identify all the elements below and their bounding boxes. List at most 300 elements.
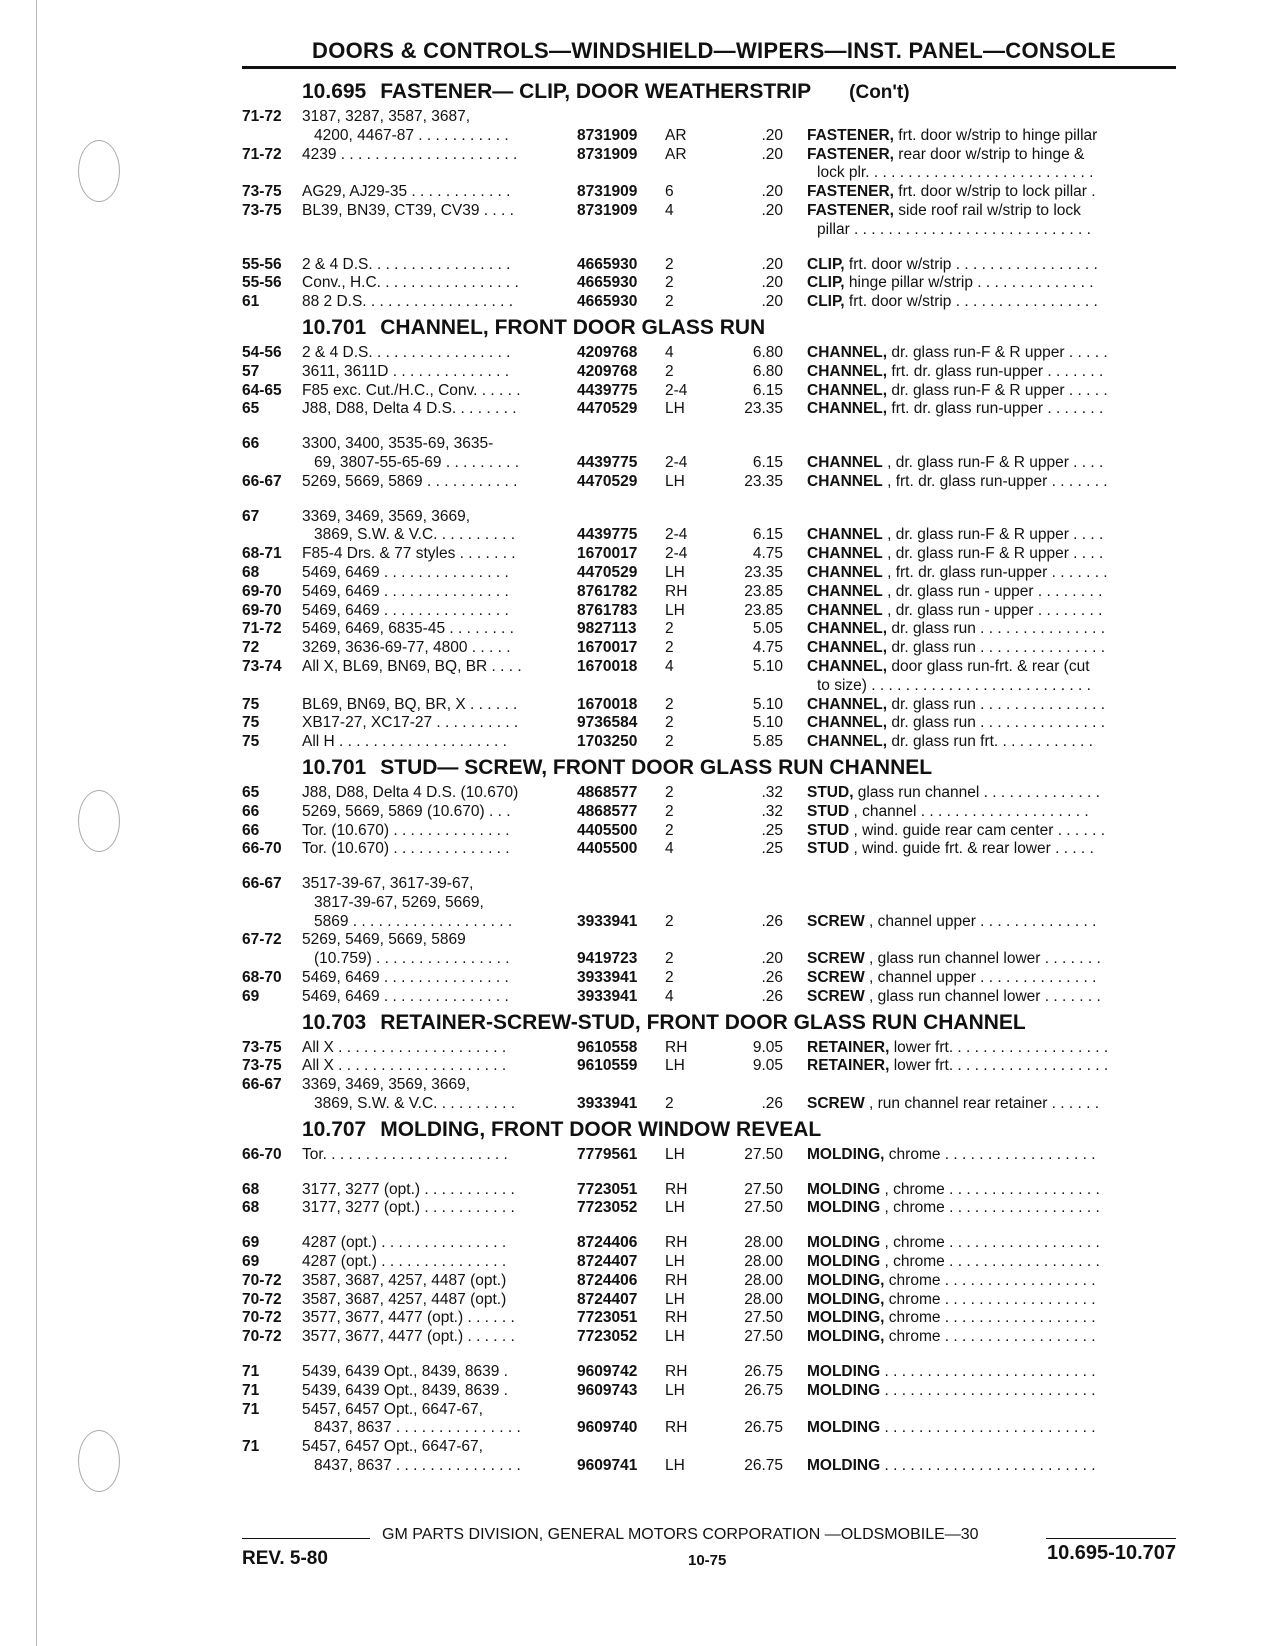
part-description	[807, 931, 1182, 950]
model-years: 71-72	[242, 620, 282, 638]
part-detail: , dr. glass run-F & R upper . . . .	[882, 453, 1104, 471]
parts-listing	[242, 76, 1182, 1476]
parts-row	[242, 583, 1182, 602]
part-number: 4209768	[577, 362, 638, 380]
model-applicability: (10.759) . . . . . . . . . . . . . . . .	[314, 950, 510, 968]
price	[715, 875, 807, 894]
part-number: 7723052	[577, 1199, 638, 1217]
model-years: 67	[242, 507, 260, 525]
quantity: 2-4	[665, 526, 688, 544]
part-description	[807, 950, 1182, 969]
model-years: 68	[242, 1180, 260, 1198]
part-name: MOLDING	[807, 1363, 881, 1381]
model-years: 65	[242, 400, 260, 418]
model-applicability: 3817-39-67, 5269, 5669,	[314, 893, 484, 911]
model-years: 65	[242, 783, 260, 801]
model-years	[242, 1095, 302, 1114]
model-applicability: F85-4 Drs. & 77 styles . . . . . . .	[302, 545, 516, 563]
part-number: 4665930	[577, 274, 638, 292]
part-name: MOLDING	[807, 1419, 881, 1437]
quantity: LH	[665, 472, 685, 490]
part-number: 7723051	[577, 1309, 638, 1327]
model-years	[242, 526, 302, 545]
price: .32	[761, 783, 783, 801]
part-name: MOLDING	[807, 1180, 881, 1198]
parts-row	[242, 564, 1182, 583]
price: 26.75	[744, 1363, 783, 1381]
price: .20	[761, 126, 783, 144]
parts-row	[242, 545, 1182, 564]
parts-row	[242, 1146, 1182, 1165]
part-description	[807, 400, 1182, 419]
section-number: 10.703	[302, 1010, 367, 1034]
quantity: 4	[665, 201, 674, 219]
part-name: FASTENER,	[807, 183, 894, 201]
section-heading	[242, 1007, 1182, 1039]
quantity: 2	[665, 783, 674, 801]
parts-row	[242, 526, 1182, 545]
part-detail: glass run channel . . . . . . . . . . . . . .	[853, 783, 1100, 801]
part-description	[807, 221, 1182, 240]
model-years: 75	[242, 695, 260, 713]
model-years: 75	[242, 714, 260, 732]
section-heading	[242, 1114, 1182, 1146]
part-number	[577, 677, 665, 696]
part-name: CHANNEL,	[807, 695, 888, 713]
part-description	[807, 658, 1182, 677]
quantity: RH	[665, 1419, 688, 1437]
quantity: RH	[665, 1038, 688, 1056]
part-detail: , chrome . . . . . . . . . . . . . . . . . .	[880, 1253, 1100, 1271]
section-title: FASTENER— CLIP, DOOR WEATHERSTRIP	[380, 80, 812, 103]
price: .26	[761, 969, 783, 987]
model-years	[242, 677, 302, 696]
part-name: CHANNEL	[807, 453, 883, 471]
part-number	[577, 108, 665, 127]
quantity: AR	[665, 126, 687, 144]
part-description	[807, 1401, 1182, 1420]
section-heading	[242, 76, 1182, 108]
model-applicability: 3869, S.W. & V.C. . . . . . . . . .	[314, 1095, 516, 1113]
model-years: 70-72	[242, 1290, 282, 1308]
model-applicability: 5469, 6469 . . . . . . . . . . . . . . .	[302, 582, 509, 600]
part-number: 1670018	[577, 695, 638, 713]
part-description	[807, 803, 1182, 822]
part-description	[807, 696, 1182, 715]
part-description	[807, 1234, 1182, 1253]
price: 6.80	[752, 343, 783, 361]
part-detail: , run channel rear retainer . . . . . .	[864, 1095, 1100, 1113]
part-description	[807, 508, 1182, 527]
part-description	[807, 1457, 1182, 1476]
part-name: SCREW	[807, 950, 865, 968]
model-years: 71-72	[242, 145, 282, 163]
model-years: 68-71	[242, 545, 282, 563]
model-applicability: All X . . . . . . . . . . . . . . . . . . . .	[302, 1038, 507, 1056]
price: 26.75	[744, 1457, 783, 1475]
part-name: CHANNEL,	[807, 620, 888, 638]
part-description	[807, 894, 1182, 913]
price	[715, 677, 807, 696]
model-applicability: Conv., H.C. . . . . . . . . . . . . . . . .	[302, 274, 519, 292]
part-detail: , channel upper . . . . . . . . . . . . . .	[864, 912, 1097, 930]
section-continued: (Con't)	[849, 82, 910, 103]
price: .26	[761, 1095, 783, 1113]
quantity: 2	[665, 714, 674, 732]
parts-row	[242, 969, 1182, 988]
price: 28.00	[744, 1271, 783, 1289]
model-years: 66	[242, 821, 260, 839]
part-description	[807, 363, 1182, 382]
model-years: 68	[242, 563, 260, 581]
price: .20	[761, 255, 783, 273]
price: .26	[761, 912, 783, 930]
part-number: 9609741	[577, 1457, 638, 1475]
price: 5.10	[752, 714, 783, 732]
part-number: 3933941	[577, 969, 638, 987]
model-applicability: 8437, 8637 . . . . . . . . . . . . . . .	[314, 1419, 521, 1437]
part-number: 4209768	[577, 343, 638, 361]
part-number: 3933941	[577, 912, 638, 930]
model-years: 73-75	[242, 1057, 282, 1075]
price: .32	[761, 802, 783, 820]
parts-row	[242, 183, 1182, 202]
part-detail: frt. door w/strip . . . . . . . . . . . . . . . . .	[844, 293, 1098, 311]
model-years: 69	[242, 987, 260, 1005]
part-name: FASTENER,	[807, 145, 894, 163]
parts-row	[242, 1095, 1182, 1114]
model-applicability: 5469, 6469 . . . . . . . . . . . . . . .	[302, 969, 509, 987]
price: 26.75	[744, 1419, 783, 1437]
part-description	[807, 473, 1182, 492]
model-years: 75	[242, 733, 260, 751]
part-detail: , chrome . . . . . . . . . . . . . . . . . .	[880, 1180, 1100, 1198]
price	[715, 1438, 807, 1457]
part-detail: , dr. glass run - upper . . . . . . . .	[882, 601, 1103, 619]
part-description	[807, 435, 1182, 454]
section-title: MOLDING, FRONT DOOR WINDOW REVEAL	[380, 1117, 822, 1141]
price: 27.50	[744, 1145, 783, 1163]
quantity: LH	[665, 1290, 685, 1308]
quantity: 2	[665, 1095, 674, 1113]
quantity: LH	[665, 1457, 685, 1475]
quantity: 4	[665, 840, 674, 858]
model-applicability: 5469, 6469 . . . . . . . . . . . . . . .	[302, 563, 509, 581]
model-applicability: 3177, 3277 (opt.) . . . . . . . . . . .	[302, 1199, 515, 1217]
part-number: 1670017	[577, 545, 638, 563]
part-description	[807, 1328, 1182, 1347]
price: 28.00	[744, 1234, 783, 1252]
price: 23.35	[744, 472, 783, 490]
part-name: STUD	[807, 821, 850, 839]
punch-hole-middle	[78, 790, 120, 852]
model-years: 55-56	[242, 274, 282, 292]
quantity: 2-4	[665, 453, 688, 471]
model-applicability: 3177, 3277 (opt.) . . . . . . . . . . .	[302, 1180, 515, 1198]
part-number	[577, 1401, 665, 1420]
part-detail: dr. glass run . . . . . . . . . . . . . . .	[887, 714, 1106, 732]
part-description	[807, 1146, 1182, 1165]
part-description	[807, 875, 1182, 894]
parts-row	[242, 256, 1182, 275]
part-description	[807, 256, 1182, 275]
model-applicability: 5269, 5669, 5869 (10.670) . . .	[302, 802, 511, 820]
parts-row	[242, 658, 1182, 677]
price: .20	[761, 145, 783, 163]
model-applicability: 4200, 4467-87 . . . . . . . . . . .	[314, 126, 509, 144]
quantity: RH	[665, 1180, 688, 1198]
part-name: MOLDING,	[807, 1271, 885, 1289]
part-detail: rear door w/strip to hinge &	[893, 145, 1085, 163]
part-description	[807, 733, 1182, 752]
row-spacer	[242, 1218, 1182, 1234]
quantity	[665, 508, 715, 527]
model-years: 66-70	[242, 1145, 282, 1163]
part-description	[807, 988, 1182, 1007]
part-description	[807, 840, 1182, 859]
price	[715, 1401, 807, 1420]
section-heading	[242, 312, 1182, 344]
row-spacer	[242, 1347, 1182, 1363]
quantity: RH	[665, 1309, 688, 1327]
part-description	[807, 127, 1182, 146]
model-applicability: 3187, 3287, 3587, 3687,	[302, 108, 471, 125]
part-number: 7779561	[577, 1145, 638, 1163]
footer-rule-right	[1046, 1538, 1176, 1539]
part-number: 4405500	[577, 821, 638, 839]
model-applicability: 4239 . . . . . . . . . . . . . . . . . . . . .	[302, 145, 518, 163]
part-number: 8731909	[577, 145, 638, 163]
price: 27.50	[744, 1180, 783, 1198]
quantity: 2	[665, 802, 674, 820]
quantity: 2	[665, 255, 674, 273]
row-spacer	[242, 1165, 1182, 1181]
part-detail: chrome . . . . . . . . . . . . . . . . . .	[884, 1290, 1096, 1308]
parts-row	[242, 454, 1182, 473]
price: 5.10	[752, 695, 783, 713]
part-description	[807, 526, 1182, 545]
part-detail: to size) . . . . . . . . . . . . . . . . . . . . . . . . . .	[817, 676, 1091, 694]
model-years: 57	[242, 362, 260, 380]
model-years: 73-74	[242, 657, 282, 675]
part-name: CHANNEL,	[807, 657, 888, 675]
part-number: 3933941	[577, 1095, 638, 1113]
part-name: CHANNEL,	[807, 639, 888, 657]
part-detail: frt. door w/strip to lock pillar .	[893, 183, 1096, 201]
part-description	[807, 969, 1182, 988]
part-name: STUD	[807, 802, 850, 820]
parts-row	[242, 1199, 1182, 1218]
model-years: 73-75	[242, 201, 282, 219]
model-applicability: Tor. (10.670) . . . . . . . . . . . . . .	[302, 821, 510, 839]
model-years	[242, 913, 302, 932]
part-number	[577, 508, 665, 527]
part-number: 4470529	[577, 472, 638, 490]
part-description	[807, 1199, 1182, 1218]
model-years	[242, 1419, 302, 1438]
model-applicability: XB17-27, XC17-27 . . . . . . . . . .	[302, 714, 519, 732]
quantity	[665, 1438, 715, 1457]
part-name: CHANNEL,	[807, 733, 888, 751]
model-applicability: 3587, 3687, 4257, 4487 (opt.)	[302, 1271, 507, 1289]
footer-rule-left	[242, 1538, 370, 1539]
model-years	[242, 164, 302, 183]
parts-row	[242, 1457, 1182, 1476]
part-description	[807, 293, 1182, 312]
parts-row	[242, 435, 1182, 454]
model-years: 66-67	[242, 875, 282, 893]
model-years: 55-56	[242, 255, 282, 273]
price: 23.35	[744, 400, 783, 418]
parts-row	[242, 1181, 1182, 1200]
model-applicability: AG29, AJ29-35 . . . . . . . . . . . .	[302, 183, 511, 201]
price: 5.10	[752, 657, 783, 675]
price: 27.50	[744, 1199, 783, 1217]
part-number	[577, 1076, 665, 1095]
price: 27.50	[744, 1328, 783, 1346]
model-years: 66-67	[242, 1076, 282, 1094]
parts-row	[242, 202, 1182, 221]
model-applicability: Tor. . . . . . . . . . . . . . . . . . . . . .	[302, 1145, 508, 1163]
model-applicability: J88, D88, Delta 4 D.S. (10.670)	[302, 783, 519, 801]
part-description	[807, 1309, 1182, 1328]
quantity: LH	[665, 601, 685, 619]
part-number: 4665930	[577, 293, 638, 311]
part-detail: , frt. dr. glass run-upper . . . . . . .	[882, 472, 1108, 490]
parts-row	[242, 931, 1182, 950]
part-detail: , wind. guide rear cam center . . . . . .	[849, 821, 1106, 839]
part-name: MOLDING	[807, 1381, 881, 1399]
quantity: 2	[665, 362, 674, 380]
part-detail: dr. glass run . . . . . . . . . . . . . . .	[887, 695, 1106, 713]
model-years: 61	[242, 293, 260, 311]
model-applicability: 2 & 4 D.S. . . . . . . . . . . . . . . . .	[302, 343, 511, 361]
quantity	[665, 1401, 715, 1420]
quantity: 2-4	[665, 381, 688, 399]
part-number: 7723052	[577, 1328, 638, 1346]
price: 6.15	[752, 526, 783, 544]
model-years: 71-72	[242, 108, 282, 125]
parts-row	[242, 1057, 1182, 1076]
price	[715, 435, 807, 454]
price: .20	[761, 950, 783, 968]
part-description	[807, 583, 1182, 602]
model-years: 66-67	[242, 472, 282, 490]
parts-row	[242, 894, 1182, 913]
part-name: CHANNEL	[807, 526, 883, 544]
parts-row	[242, 363, 1182, 382]
part-name: CHANNEL	[807, 563, 883, 581]
price: 9.05	[752, 1038, 783, 1056]
row-spacer	[242, 492, 1182, 508]
part-description	[807, 564, 1182, 583]
model-applicability: 5469, 6469 . . . . . . . . . . . . . . .	[302, 987, 509, 1005]
part-detail: chrome . . . . . . . . . . . . . . . . . .	[884, 1328, 1096, 1346]
quantity: AR	[665, 145, 687, 163]
part-description	[807, 784, 1182, 803]
quantity	[665, 931, 715, 950]
parts-row	[242, 1309, 1182, 1328]
part-description	[807, 1363, 1182, 1382]
price: 23.85	[744, 601, 783, 619]
model-years	[242, 221, 302, 240]
quantity: 2	[665, 950, 674, 968]
price	[715, 894, 807, 913]
part-description	[807, 344, 1182, 363]
model-applicability: 5469, 6469 . . . . . . . . . . . . . . .	[302, 601, 509, 619]
model-applicability: 4287 (opt.) . . . . . . . . . . . . . . .	[302, 1234, 507, 1252]
footer-publisher: GM PARTS DIVISION, GENERAL MOTORS CORPORATION —OLDSMOBILE—30	[382, 1526, 979, 1543]
model-years: 69-70	[242, 582, 282, 600]
quantity	[665, 108, 715, 127]
parts-row	[242, 1272, 1182, 1291]
price: 9.05	[752, 1057, 783, 1075]
part-number: 9610559	[577, 1057, 638, 1075]
price: 23.85	[744, 582, 783, 600]
parts-row	[242, 950, 1182, 969]
part-detail: . . . . . . . . . . . . . . . . . . . . . . . . .	[880, 1363, 1096, 1381]
part-description	[807, 1057, 1182, 1076]
part-description	[807, 822, 1182, 841]
parts-row	[242, 1253, 1182, 1272]
quantity: 2	[665, 821, 674, 839]
quantity	[665, 894, 715, 913]
section-number: 10.701	[302, 315, 367, 339]
price: .25	[761, 840, 783, 858]
part-name: MOLDING	[807, 1253, 881, 1271]
part-detail: , glass run channel lower . . . . . . .	[864, 987, 1101, 1005]
model-applicability: 3577, 3677, 4477 (opt.) . . . . . .	[302, 1309, 515, 1327]
part-name: CHANNEL,	[807, 714, 888, 732]
parts-row	[242, 988, 1182, 1007]
model-applicability: 5439, 6439 Opt., 8439, 8639 .	[302, 1381, 508, 1399]
model-applicability: 3517-39-67, 3617-39-67,	[302, 875, 474, 893]
quantity: 2	[665, 969, 674, 987]
page-header-title: DOORS & CONTROLS—WINDSHIELD—WIPERS—INST. PANEL—CONSOLE	[312, 38, 1117, 63]
part-name: SCREW	[807, 987, 865, 1005]
part-description	[807, 714, 1182, 733]
part-name: RETAINER,	[807, 1038, 890, 1056]
footer-page-number: 10-75	[688, 1552, 727, 1569]
quantity: 2	[665, 733, 674, 751]
part-detail: hinge pillar w/strip . . . . . . . . . . . . . .	[844, 274, 1094, 292]
price: 27.50	[744, 1309, 783, 1327]
model-years: 70-72	[242, 1271, 282, 1289]
parts-row	[242, 602, 1182, 621]
model-years: 72	[242, 639, 260, 657]
model-years: 69	[242, 1234, 260, 1252]
quantity: LH	[665, 1253, 685, 1271]
part-number: 8724407	[577, 1290, 638, 1308]
price	[715, 508, 807, 527]
model-applicability: 5269, 5469, 5669, 5869	[302, 931, 466, 949]
part-detail: frt. door w/strip to hinge pillar	[893, 126, 1098, 144]
page-edge-line	[36, 0, 37, 1646]
quantity: LH	[665, 400, 685, 418]
parts-row	[242, 803, 1182, 822]
model-applicability: 5469, 6469, 6835-45 . . . . . . . .	[302, 620, 514, 638]
part-description	[807, 639, 1182, 658]
part-description	[807, 1181, 1182, 1200]
part-number	[577, 221, 665, 240]
quantity: 2	[665, 293, 674, 311]
part-detail: frt. dr. glass run-upper . . . . . . .	[887, 400, 1104, 418]
quantity: RH	[665, 1271, 688, 1289]
part-number: 9736584	[577, 714, 638, 732]
price: 4.75	[752, 639, 783, 657]
model-applicability: All H . . . . . . . . . . . . . . . . . . . .	[302, 733, 507, 751]
price: 6.15	[752, 453, 783, 471]
